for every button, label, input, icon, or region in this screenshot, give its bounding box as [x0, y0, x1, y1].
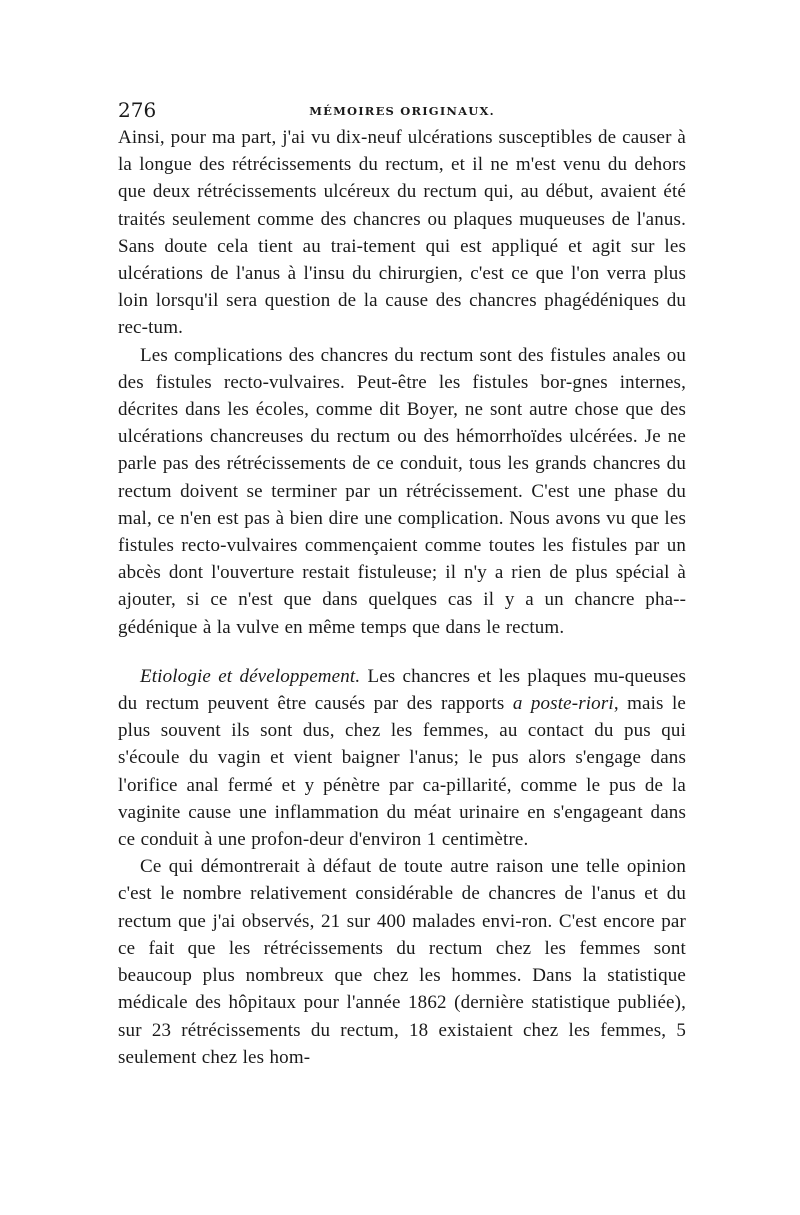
paragraph-4: Ce qui démontrerait à défaut de toute autre raison une telle opinion c'est le nombre relativement considérable de chancres de l'anus et du rectum que j'ai observés, 21 sur 400 malades envi-ron. C'est encore par ce fait que les rétrécissements du rectum chez les femmes sont beaucoup plus nombreux que chez les hommes. Dans la statistique médicale des hôpitaux pour l'année 1862 (dernière statistique publiée), sur 23 rétrécissements du rectum, 18 existaient chez les femmes, 5 seulement chez les hom- — [118, 856, 686, 1068]
paragraph-etiology — [118, 663, 686, 853]
book-page — [118, 96, 686, 1071]
paragraph-3-text-a: Les chancres et les plaques mu-queuses du rectum peuvent être causés par des rapports — [118, 665, 686, 715]
body-text — [118, 124, 686, 1071]
paragraph-2: Les complications des chancres du rectum sont des fistules anales ou des fistules recto-vulvaires. Peut-être les fistules bor-gnes internes, décrites dans les écoles, comme dit Boyer, ne sont autre chose que des ulcérations chancreuses du rectum ou des hémorrhoïdes ulcérées. Je ne parle pas des rétrécissements de ce conduit, tous les grands chancres du rectum doivent se terminer par un rétrécissement. C'est une phase du mal, ce n'en est pas à bien dire une complication. Nous avons vu que les fistules recto-vulvaires commençaient comme toutes les fistules par un abcès dont l'ouverture restait fistuleuse; il n'y a rien de plus spécial à ajouter, si ce n'est que dans quelques cas il y a un chancre pha-gédénique à la vulve en même temps que dans le rectum. — [118, 344, 686, 638]
section-heading: Etiologie et développement. — [140, 665, 361, 687]
latin-phrase: a poste-riori — [512, 693, 614, 715]
running-title: MÉMOIRES ORIGINAUX. — [309, 104, 495, 118]
running-head — [118, 96, 686, 124]
paragraph-1: Ainsi, pour ma part, j'ai vu dix-neuf ulcérations susceptibles de causer à la longue des rétrécissements du rectum, et il ne m'est venu du dehors que deux rétrécissements ulcéreux du rectum qui, au début, avaient été traités seulement comme des chancres ou plaques muqueuses de l'anus. Sans doute cela tient au trai-tement qui est appliqué et agit sur les ulcérations de l'anus à l'insu du chirurgien, c'est ce que l'on verra plus loin lorsqu'il sera question de la cause des chancres phagédéniques du rec-tum. — [118, 127, 686, 339]
page-number: 276 — [118, 98, 157, 122]
paragraph-3-text-b: , mais le plus souvent ils sont dus, chez les femmes, au contact du pus qui s'écoule du vagin et vient baigner l'anus; le pus alors s'engage dans l'orifice anal fermé et y pénètre par ca-pillarité, comme le pus de la vaginite cause une inflammation du méat urinaire en s'engageant dans ce conduit à une profon-deur d'environ 1 centimètre. — [118, 693, 687, 851]
